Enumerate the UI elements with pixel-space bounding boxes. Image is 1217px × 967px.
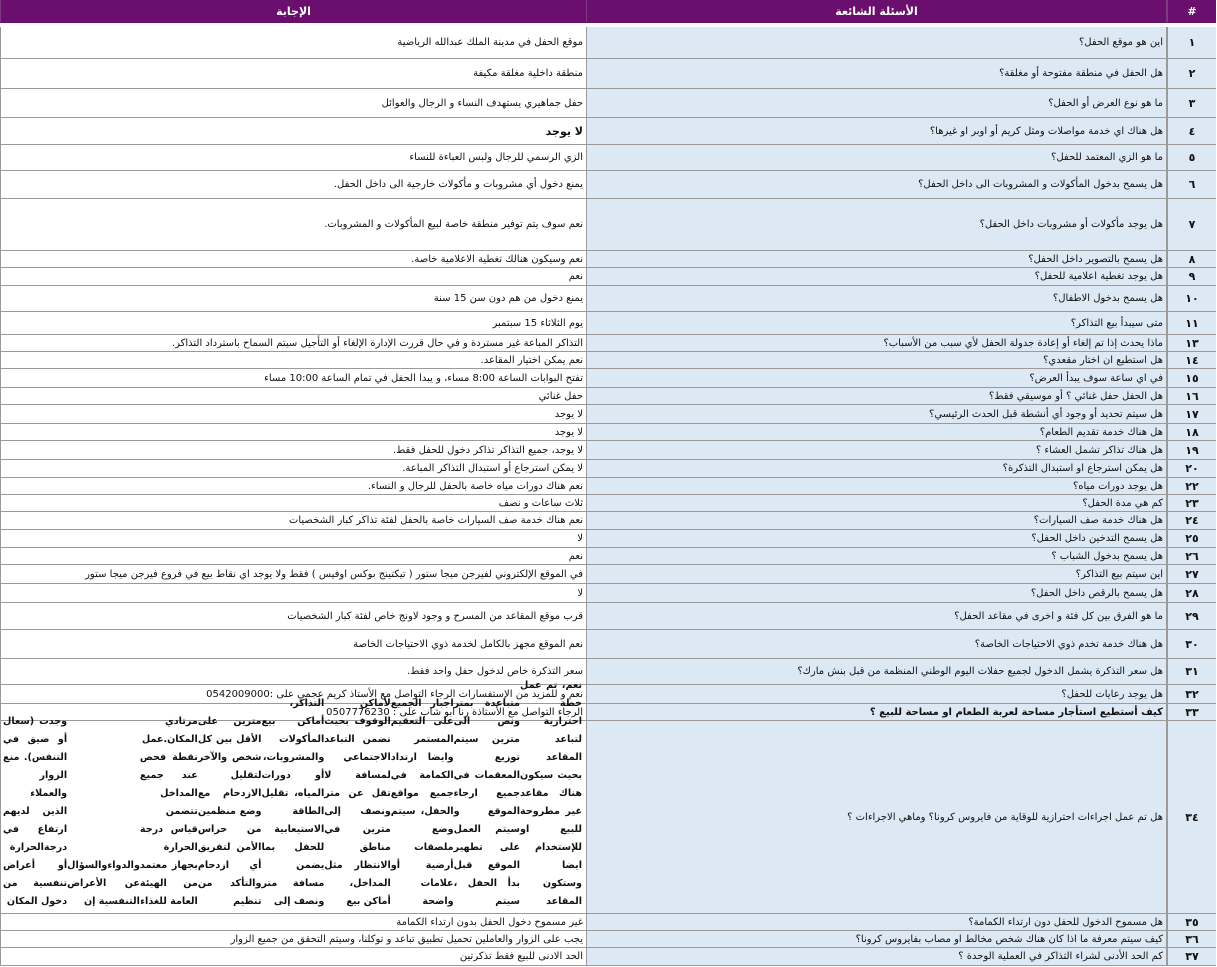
question-cell: ما هو نوع العرض أو الحفل؟ [586,89,1167,117]
row-number: ٢٠ [1167,460,1216,477]
table-row [0,405,1216,424]
question-cell: هل يسمح التدخين داخل الحفل؟ [586,530,1167,547]
table-row [0,685,1216,704]
answer-cell: لا يمكن استرجاع أو استبدال التذاكر المباعة. [0,460,586,477]
table-row [0,914,1216,931]
row-number: ٣٦ [1167,931,1216,947]
question-cell: ما هو الفرق بين كل فئة و اخرى في مقاعد الحفل؟ [586,603,1167,629]
table-row [0,171,1216,199]
table-row [0,441,1216,460]
table-row [0,352,1216,369]
answer-cell: الزي الرسمي للرجال ولبس العباءة للنساء [0,145,586,170]
question-cell: هل سعر التذكرة يشمل الدخول لجميع حفلات اليوم الوطني المنظمة من قبل بنش مارك؟ [586,659,1167,684]
answer-cell: نعم وسيكون هنالك تغطية الاعلامية خاصة. [0,251,586,267]
row-number: ١٨ [1167,424,1216,440]
question-cell: هل تم عمل اجراءات احترازية للوقاية من فايروس كرونا؟ وماهي الاجراءات ؟ [586,721,1167,913]
answer-cell: سعر التذكرة خاص لدخول حفل واحد فقط. [0,659,586,684]
question-cell: كم هي مدة الحفل؟ [586,495,1167,511]
question-cell: هل استطيع ان اختار مقعدي؟ [586,352,1167,368]
row-number: ٥ [1167,145,1216,170]
answer-cell: في الموقع الإلكتروني لفيرجن ميجا ستور ( تيكتينج بوكس اوفيس ) فقط ولا يوجد اي نقاط بيع في فروع فيرجن ميجا ستور [0,565,586,583]
question-cell: هل يوجد دورات مياه؟ [586,478,1167,494]
question-cell: متى سيبدأ بيع التذاكر؟ [586,312,1167,334]
table-row [0,548,1216,565]
question-cell: كم الحد الأدنى لشراء التذاكر في العملية الوحدة ؟ [586,948,1167,965]
answer-cell: التذاكر المباعة غير مستردة و في حال قررت الإدارة الإلغاء أو التأجيل سيتم السماح باسترداد التذاكر. [0,335,586,351]
row-number: ٢٧ [1167,565,1216,583]
row-number: ٢٢ [1167,478,1216,494]
question-cell: هل الحفل حفل غنائي ؟ أو موسيقي فقط؟ [586,388,1167,404]
row-number: ١٣ [1167,335,1216,351]
table-row [0,145,1216,171]
table-row [0,312,1216,335]
row-number: ٢٦ [1167,548,1216,564]
answer-cell: لا [0,530,586,547]
table-row [0,603,1216,630]
answer-cell: نعم الموقع مجهز بالكامل لخدمة ذوي الاحتياجات الخاصة [0,630,586,658]
table-row [0,584,1216,603]
answer-line: لأماكن الوقوف بحيث تضمن التباعد الاجتماعي لمسافة لا تقل عن متر ونصف إلى مترين في مناطق الانتظار مثل المداخل، أماكن بيع [324,698,391,907]
question-cell: هل يوجد تغطية اعلامية للحفل؟ [586,268,1167,285]
table-row [0,460,1216,478]
answer-cell: منطقة داخلية مغلقة مكيفة [0,59,586,88]
row-number: ٢٨ [1167,584,1216,602]
question-cell: هل هناك خدمة تقديم الطعام؟ [586,424,1167,440]
answer-cell: يمنع دخول من هم دون سن 15 سنة [0,286,586,311]
table-row [0,512,1216,530]
row-number: ١١ [1167,312,1216,334]
question-cell: كيف أستطيع استأجار مساحة لعربة الطعام او مساحة للبيع ؟ [586,704,1167,720]
question-cell: هل يسمح بالرقص داخل الحفل؟ [586,584,1167,602]
answer-cell: لا يوجد [0,118,586,144]
question-cell: هل سيتم تحديد أو وجود أي أنشطة قبل الحدث الرئيسي؟ [586,405,1167,423]
answer-line: نعم، تم عمل خطة احترازية لتباعد المقاعد بحيث سيكون هناك مقاعد غير مطروحة للبيع او للإستخدام ايضا وستكون المقاعد [520,680,582,907]
table-row [0,27,1216,59]
question-cell: اين سيتم بيع التذاكر؟ [586,565,1167,583]
question-cell: هل يسمح بدخول الاطفال؟ [586,286,1167,311]
table-row [0,59,1216,89]
table-row [0,424,1216,441]
header-number: # [1167,0,1216,22]
table-row [0,199,1216,251]
row-number: ٣٢ [1167,685,1216,703]
row-number: ٣٤ [1167,721,1216,913]
header-row [0,0,1216,23]
row-number: ٢٤ [1167,512,1216,529]
answer-cell: نعم يمكن اختيار المقاعد. [0,352,586,368]
row-number: ٢ [1167,59,1216,88]
table-row [0,335,1216,352]
question-cell: هل هناك اي خدمة مواصلات ومثل كريم أو اوبر او غيرها؟ [586,118,1167,144]
row-number: ٢٩ [1167,603,1216,629]
row-number: ١٩ [1167,441,1216,459]
answer-cell: الحد الادنى للبيع فقط تذكرتين [0,948,586,965]
answer-cell: ثلاث ساعات و نصف [0,495,586,511]
answer-cell: نعم هناك دورات مياه خاصة بالحفل للرجال و النساء. [0,478,586,494]
table-row [0,495,1216,512]
table-row [0,89,1216,118]
row-number: ١٦ [1167,388,1216,404]
answer-cell: يوم الثلاثاء 15 سبتمبر [0,312,586,334]
row-number: ٨ [1167,251,1216,267]
row-number: ١٧ [1167,405,1216,423]
question-cell: ما هو الزي المعتمد للحفل؟ [586,145,1167,170]
question-cell: هل هناك خدمة صف السيارات؟ [586,512,1167,529]
answer-cell: نعم سوف يتم توفير منطقة خاصة لبيع المأكولات و المشروبات. [0,199,586,250]
question-cell: هل يوجد مأكولات أو مشروبات داخل الحفل؟ [586,199,1167,250]
answer-cell: نعم [0,268,586,285]
answer-cell: نعم [0,548,586,564]
row-number: ١ [1167,27,1216,58]
header-question: الأسئلة الشائعة [586,0,1167,22]
header-answer: الإجابة [0,0,586,22]
table-row [0,478,1216,495]
answer-cell: يجب على الزوار والعاملين تحميل تطبيق تباعد و توكلنا، وسيتم التحقق من جميع الزوار [0,931,586,947]
row-number: ٦ [1167,171,1216,198]
answer-cell: حفل جماهيري يستهدف النساء و الرجال والعوائل [0,89,586,117]
row-number: ٣٥ [1167,914,1216,930]
answer-line: اجبار الجميع على التعقيم المستمر وايضا ارتداد الكمامة في جميع مواقع الحفل، سيتم وضع ملصقات أرضية أو علامات واضحة [390,698,454,907]
row-number: ٢٥ [1167,530,1216,547]
answer-cell: لا يوجد، جميع التذاكر تذاكر دخول للحفل فقط. [0,441,586,459]
answer-line: متباعدة بمتر ونص الى مترين سيتم توزيع المعقمات في جميع ارجاء الموقع و سيتم العمل على تطهير الموقع قبل بدأ الحفل ، سيتم [453,698,520,907]
row-number: ١٥ [1167,369,1216,387]
row-number: ٣ [1167,89,1216,117]
answer-line: التذاكر، أماكن بيع المأكولات والمشروبات، أو دورات المياه، تقليل الطاقة الاستيعابية للحفل بما يضمن مسافة متر ونصف إلى [261,698,325,907]
row-number: ٩ [1167,268,1216,285]
table-row [0,118,1216,145]
table-row [0,251,1216,268]
table-row [0,659,1216,685]
row-number: ٣٧ [1167,948,1216,965]
answer-cell: غير مسموح دخول الحفل بدون ارتداء الكمامة [0,914,586,930]
row-number: ١٠ [1167,286,1216,311]
table-row [0,286,1216,312]
answer-cell: لا يوجد [0,424,586,440]
row-number: ٣٠ [1167,630,1216,658]
answer-cell: يمنع دخول أي مشروبات و مأكولات خارجية الى داخل الحفل. [0,171,586,198]
answer-cell: نعم و للمزيد من الإستفسارات الرجاء التواصل مع الأستاذ كريم عجمي على :0542009000 [0,685,586,703]
question-cell: في اي ساعة سوف يبدأ العرض؟ [586,369,1167,387]
question-cell: هل هناك تذاكر تشمل العشاء ؟ [586,441,1167,459]
row-number: ٧ [1167,199,1216,250]
answer-cell: لا يوجد [0,405,586,423]
question-cell: هل يسمح بدخول المأكولات و المشروبات الى داخل الحفل؟ [586,171,1167,198]
table-row [0,369,1216,388]
question-cell: هل يوجد رعايات للحفل؟ [586,685,1167,703]
table-row [0,565,1216,584]
table-row [0,931,1216,948]
answer-line: مرتادي المكان.عمل نقطة فحص عند جميع المداخل تتضمن قياس درجة الحرارة بجهاز معتمد من الهيئة العامة للغذاء [139,716,198,907]
answer-line: والدواءوالسؤال عن الأعراض التنفسية إن [67,860,140,907]
row-number: ١٤ [1167,352,1216,368]
row-number: ٤ [1167,118,1216,144]
answer-line: مترين على الأقل بين كل شخص والآخر لتقليل الازدحام مع وضع منظمين من حراس الأمن لتفريق أي ازدحام والتأكد من تنظيم [197,716,262,907]
row-number: ٣١ [1167,659,1216,684]
question-cell: هل مسموح الدخول للحفل دون ارتداء الكمامة؟ [586,914,1167,930]
answer-cell: قرب موقع المقاعد من المسرح و وجود لاونج خاص لفئة كبار الشخصيات [0,603,586,629]
answer-line: وجدت (سعال أو ضيق في التنفس). منع الزوار والعملاء الذين لديهم ارتفاع في درجةالحرارة أو أعراض تنفسية من دخول المكان [3,716,68,907]
table-row [0,630,1216,659]
row-number: ٣٣ [1167,704,1216,720]
question-cell: اين هو موقع الحفل؟ [586,27,1167,58]
question-cell: هل الحفل في منطقة مفتوحة أو مغلقة؟ [586,59,1167,88]
question-cell: ماذا يحدث إذا تم إلغاء أو إعادة جدولة الحفل لأي سبب من الأسباب؟ [586,335,1167,351]
question-cell: هل يسمح بدخول الشباب ؟ [586,548,1167,564]
answer-cell: موقع الحفل في مدينة الملك عبدالله الرياضية [0,27,586,58]
answer-cell: تفتح البوابات الساعة 8:00 مساء، و يبدا الحفل في تمام الساعة 10:00 مساء [0,369,586,387]
question-cell: هل يمكن استرجاع او استبدال التذكرة؟ [586,460,1167,477]
table-row [0,948,1216,966]
question-cell: هل يسمح بالتصوير داخل الحفل؟ [586,251,1167,267]
answer-cell: نعم هناك خدمة صف السيارات خاصة بالحفل لفئة تذاكر كبار الشخصيات [0,512,586,529]
answer-cell: حفل غنائي [0,388,586,404]
question-cell: كيف سيتم معرفة ما اذا كان هناك شخص مخالط او مصاب بفايروس كرونا؟ [586,931,1167,947]
answer-cell: لا [0,584,586,602]
table-row [0,388,1216,405]
answer-cell: الرجاء التواصل مع الأستاذة رنا ابو شاب على : 0507776230 [0,704,586,720]
row-number: ٢٣ [1167,495,1216,511]
question-cell: هل هناك خدمة تخدم ذوي الاحتياجات الخاصة؟ [586,630,1167,658]
table-row [0,530,1216,548]
table-row [0,268,1216,286]
